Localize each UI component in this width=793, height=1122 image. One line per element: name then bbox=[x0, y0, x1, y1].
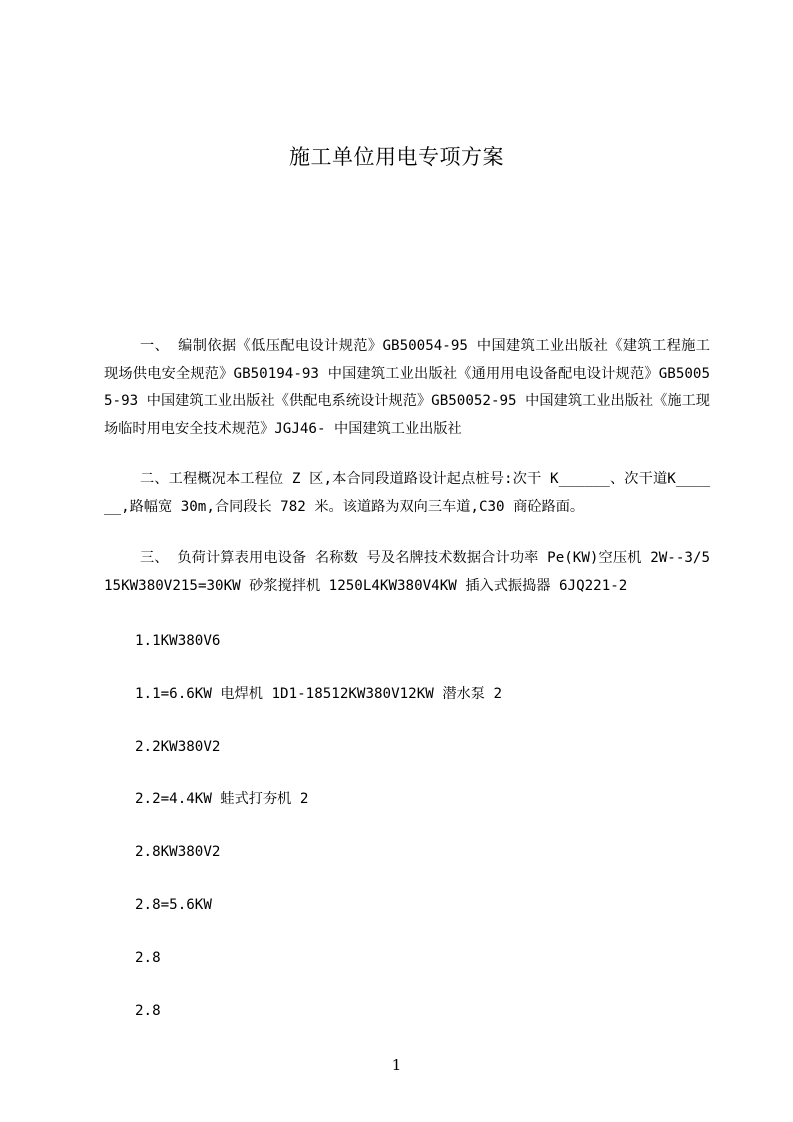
list-item: 2.8KW380V2 bbox=[135, 844, 221, 860]
list-item: 2.8=5.6KW bbox=[135, 897, 212, 913]
list-item: 2.8 bbox=[135, 1003, 161, 1019]
paragraph-project-overview: 二、工程概况本工程位 Z 区,本合同段道路设计起点桩号:次干 K______、次干道K______,路幅宽 30m,合同段长 782 米。该道路为双向三车道,C30 商砼路面。 bbox=[104, 471, 710, 515]
paragraph-load-calculation: 三、 负荷计算表用电设备 名称数 号及名牌技术数据合计功率 Pe(KW)空压机 2W--3/515KW380V215=30KW 砂浆搅拌机 1250L4KW380V4KW 插入式振捣器 6JQ221-2 bbox=[104, 550, 710, 594]
list-item: 1.1KW380V6 bbox=[135, 633, 221, 649]
page-number: 1 bbox=[391, 1056, 402, 1074]
document-title: 施工单位用电专项方案 bbox=[289, 145, 504, 169]
paragraph-compilation-basis: 一、 编制依据《低压配电设计规范》GB50054-95 中国建筑工业出版社《建筑工程施工现场供电安全规范》GB50194-93 中国建筑工业出版社《通用用电设备配电设计规范》GB50055-93 中国建筑工业出版社《供配电系统设计规范》GB50052-95 中国建筑工业出版社《施工现场临时用电安全技术规范》JGJ46- 中国建筑工业出版社 bbox=[104, 338, 710, 437]
list-item: 1.1=6.6KW 电焊机 1D1-18512KW380V12KW 潜水泵 2 bbox=[135, 686, 502, 702]
list-item: 2.8 bbox=[135, 950, 161, 966]
list-item: 2.2=4.4KW 蛙式打夯机 2 bbox=[135, 791, 309, 807]
list-item: 2.2KW380V2 bbox=[135, 739, 221, 755]
